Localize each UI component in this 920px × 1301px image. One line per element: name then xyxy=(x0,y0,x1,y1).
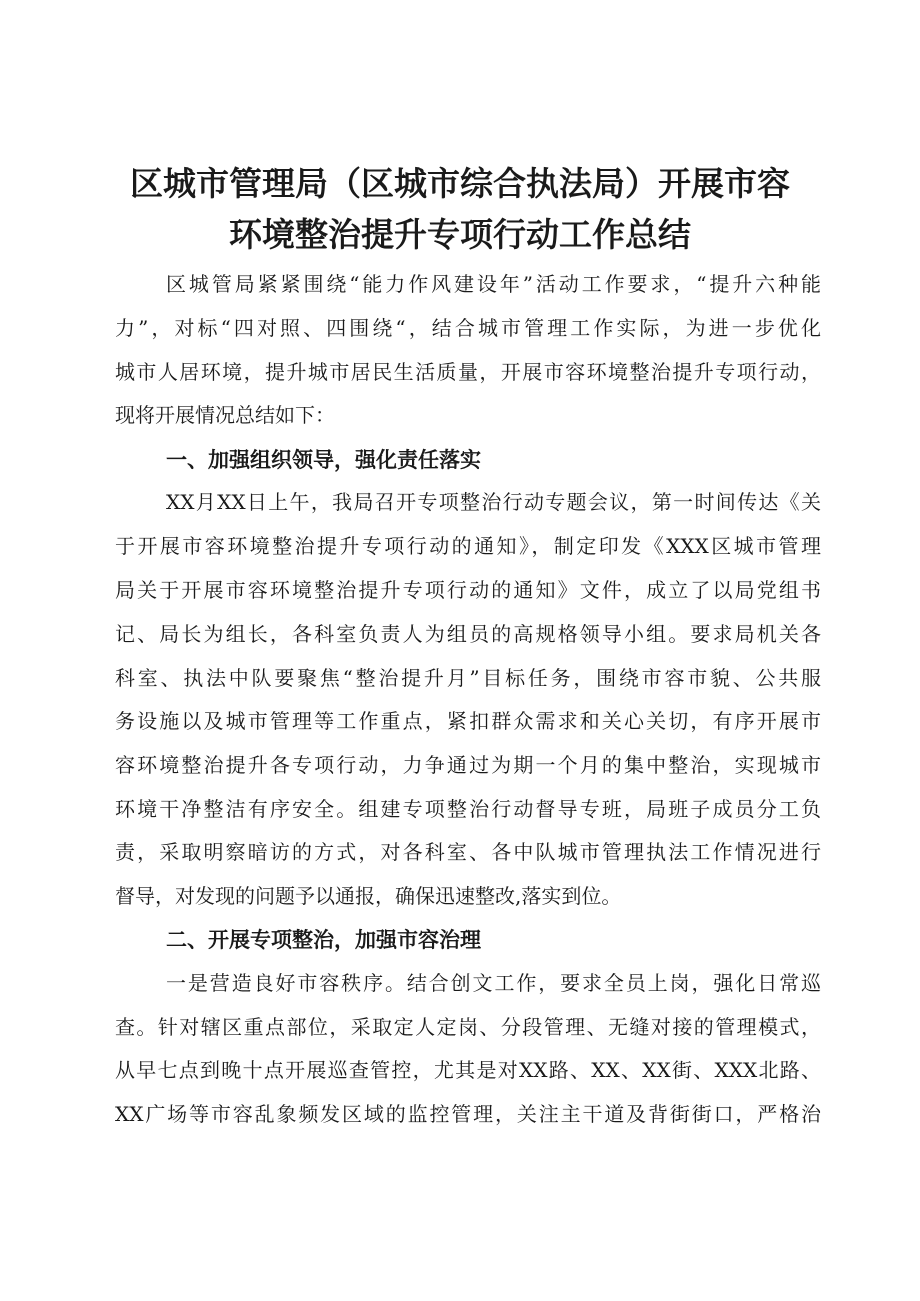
section-heading-2: 二、开展专项整治，加强市容治理 xyxy=(166,928,481,952)
section1-line: 责，采取明察暗访的方式，对各科室、各中队城市管理执法工作情况进行 xyxy=(115,840,821,864)
document-title-line-1: 区城市管理局（区城市综合执法局）开展市容 xyxy=(130,164,790,203)
section1-line: 于开展市容环境整治提升专项行动的通知》，制定印发《XXX区城市管理 xyxy=(115,534,821,558)
section1-line: XX月XX日上午，我局召开专项整治行动专题会议，第一时间传达《关 xyxy=(166,490,821,514)
section1-line: 局关于开展市容环境整治提升专项行动的通知》文件，成立了以局党组书 xyxy=(115,578,821,602)
section2-line: 从早七点到晚十点开展巡查管控，尤其是对XX路、XX、XX街、XXX北路、 xyxy=(115,1058,821,1082)
section1-line: 督导，对发现的问题予以通报，确保迅速整改,落实到位。 xyxy=(115,884,622,908)
section2-line: 一是营造良好市容秩序。结合创文工作，要求全员上岗，强化日常巡 xyxy=(166,971,821,995)
section1-line: 记、局长为组长，各科室负责人为组员的高规格领导小组。要求局机关各 xyxy=(115,622,821,646)
section1-line: 务设施以及城市管理等工作重点，紧扣群众需求和关心关切，有序开展市 xyxy=(115,709,821,733)
document-title-line-2: 环境整治提升专项行动工作总结 xyxy=(229,215,691,254)
intro-line: 现将开展情况总结如下： xyxy=(115,403,335,427)
intro-line: 城市人居环境，提升城市居民生活质量，开展市容环境整治提升专项行动， xyxy=(115,360,821,384)
section1-line: 容环境整治提升各专项行动，力争通过为期一个月的集中整治，实现城市 xyxy=(115,753,821,777)
intro-line: 力”，对标“四对照、四围绕“，结合城市管理工作实际，为进一步优化 xyxy=(115,316,821,340)
section1-line: 环境干净整洁有序安全。组建专项整治行动督导专班，局班子成员分工负 xyxy=(115,797,821,821)
section1-line: 科室、执法中队要聚焦“整治提升月”目标任务，围绕市容市貌、公共服 xyxy=(115,666,821,690)
section2-line: XX广场等市容乱象频发区域的监控管理，关注主干道及背街街口，严格治 xyxy=(115,1102,821,1126)
section-heading-1: 一、加强组织领导，强化责任落实 xyxy=(166,448,481,472)
section2-line: 查。针对辖区重点部位，采取定人定岗、分段管理、无缝对接的管理模式， xyxy=(115,1015,821,1039)
intro-line: 区城管局紧紧围绕“能力作风建设年”活动工作要求，“提升六种能 xyxy=(166,272,821,296)
